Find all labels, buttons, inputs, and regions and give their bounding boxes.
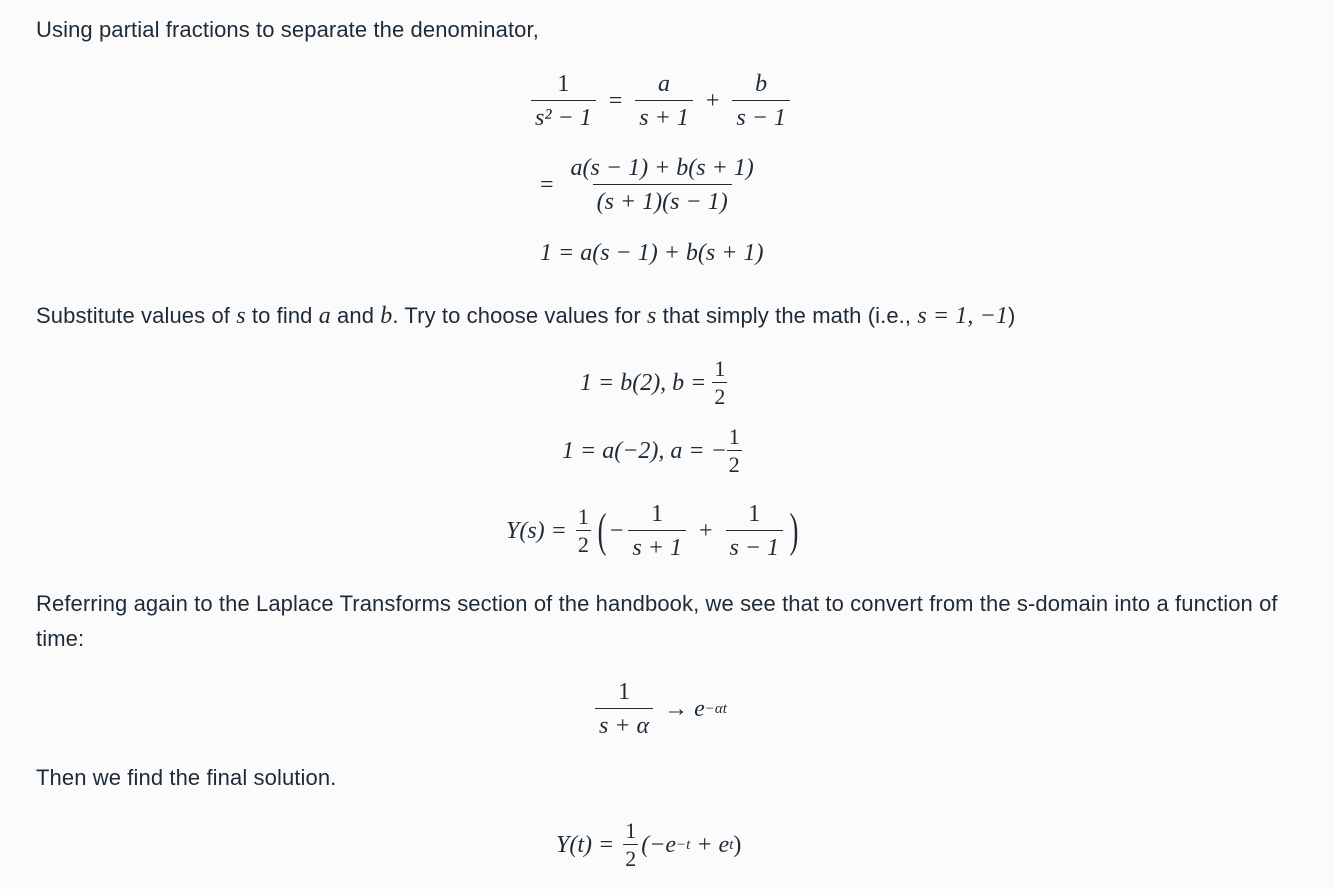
substitute-paragraph: Substitute values of s to find a and b. Try to choose values for s that simply the math (i.e., s = 1, −1) <box>36 303 1016 329</box>
fraction: $\frac{1}{2}$ <box>625 818 637 871</box>
equation-laplace-rule: $\frac{1}{s + \alpha}$ → e −αt <box>592 678 727 740</box>
fraction: $\frac{1}{s - 1}$ <box>726 500 784 562</box>
fraction: $\frac{b}{s - 1}$ <box>732 70 790 132</box>
final-solution-paragraph: Then we find the final solution. <box>36 765 337 790</box>
fraction: $\frac{1}{s + 1}$ <box>628 500 686 562</box>
fraction: $\frac{1}{s + \alpha}$ <box>595 678 653 740</box>
equation-solve-a: 1 = a(−2), a = − $\frac{1}{2}$ <box>562 424 740 477</box>
fraction: $\frac{a(s - 1) + b(s + 1)}{(s + 1)(s - 1)}$ <box>570 155 754 215</box>
equation-partial-fractions: $\frac{1}{\text{s² − 1}}$ = $\frac{a}{s + 1}$ + $\frac{b}{s - 1}$ <box>528 70 793 132</box>
equation-ys: Y(s) = $\frac{1}{2}$ ( − $\frac{1}{s + 1}$ + $\frac{1}{s - 1}$ ) <box>506 501 799 561</box>
fraction: $\frac{1}{2}$ <box>577 504 589 557</box>
laplace-paragraph: Referring again to the Laplace Transforms section of the handbook, we see that to convert from the s-domain into a function of time: <box>36 591 1278 651</box>
fraction: $\frac{1}{2}$ <box>714 356 726 409</box>
equation-yt: Y(t) = $\frac{1}{2}$ (−e −t + e t ) <box>556 818 742 871</box>
fraction: $\frac{1}{\text{s² − 1}}$ <box>531 70 596 132</box>
equation-numerator: 1 = a(s − 1) + b(s + 1) <box>540 240 764 266</box>
intro-paragraph: Using partial fractions to separate the denominator, <box>36 17 539 42</box>
equation-solve-b: 1 = b(2), b = $\frac{1}{2}$ <box>580 356 726 409</box>
fraction: $\frac{a}{s + 1}$ <box>635 70 693 132</box>
equation-combined-fraction: = $\frac{a(s - 1) + b(s + 1)}{(s + 1)(s - 1)}$ <box>540 154 761 216</box>
fraction: $\frac{1}{2}$ <box>728 424 740 477</box>
